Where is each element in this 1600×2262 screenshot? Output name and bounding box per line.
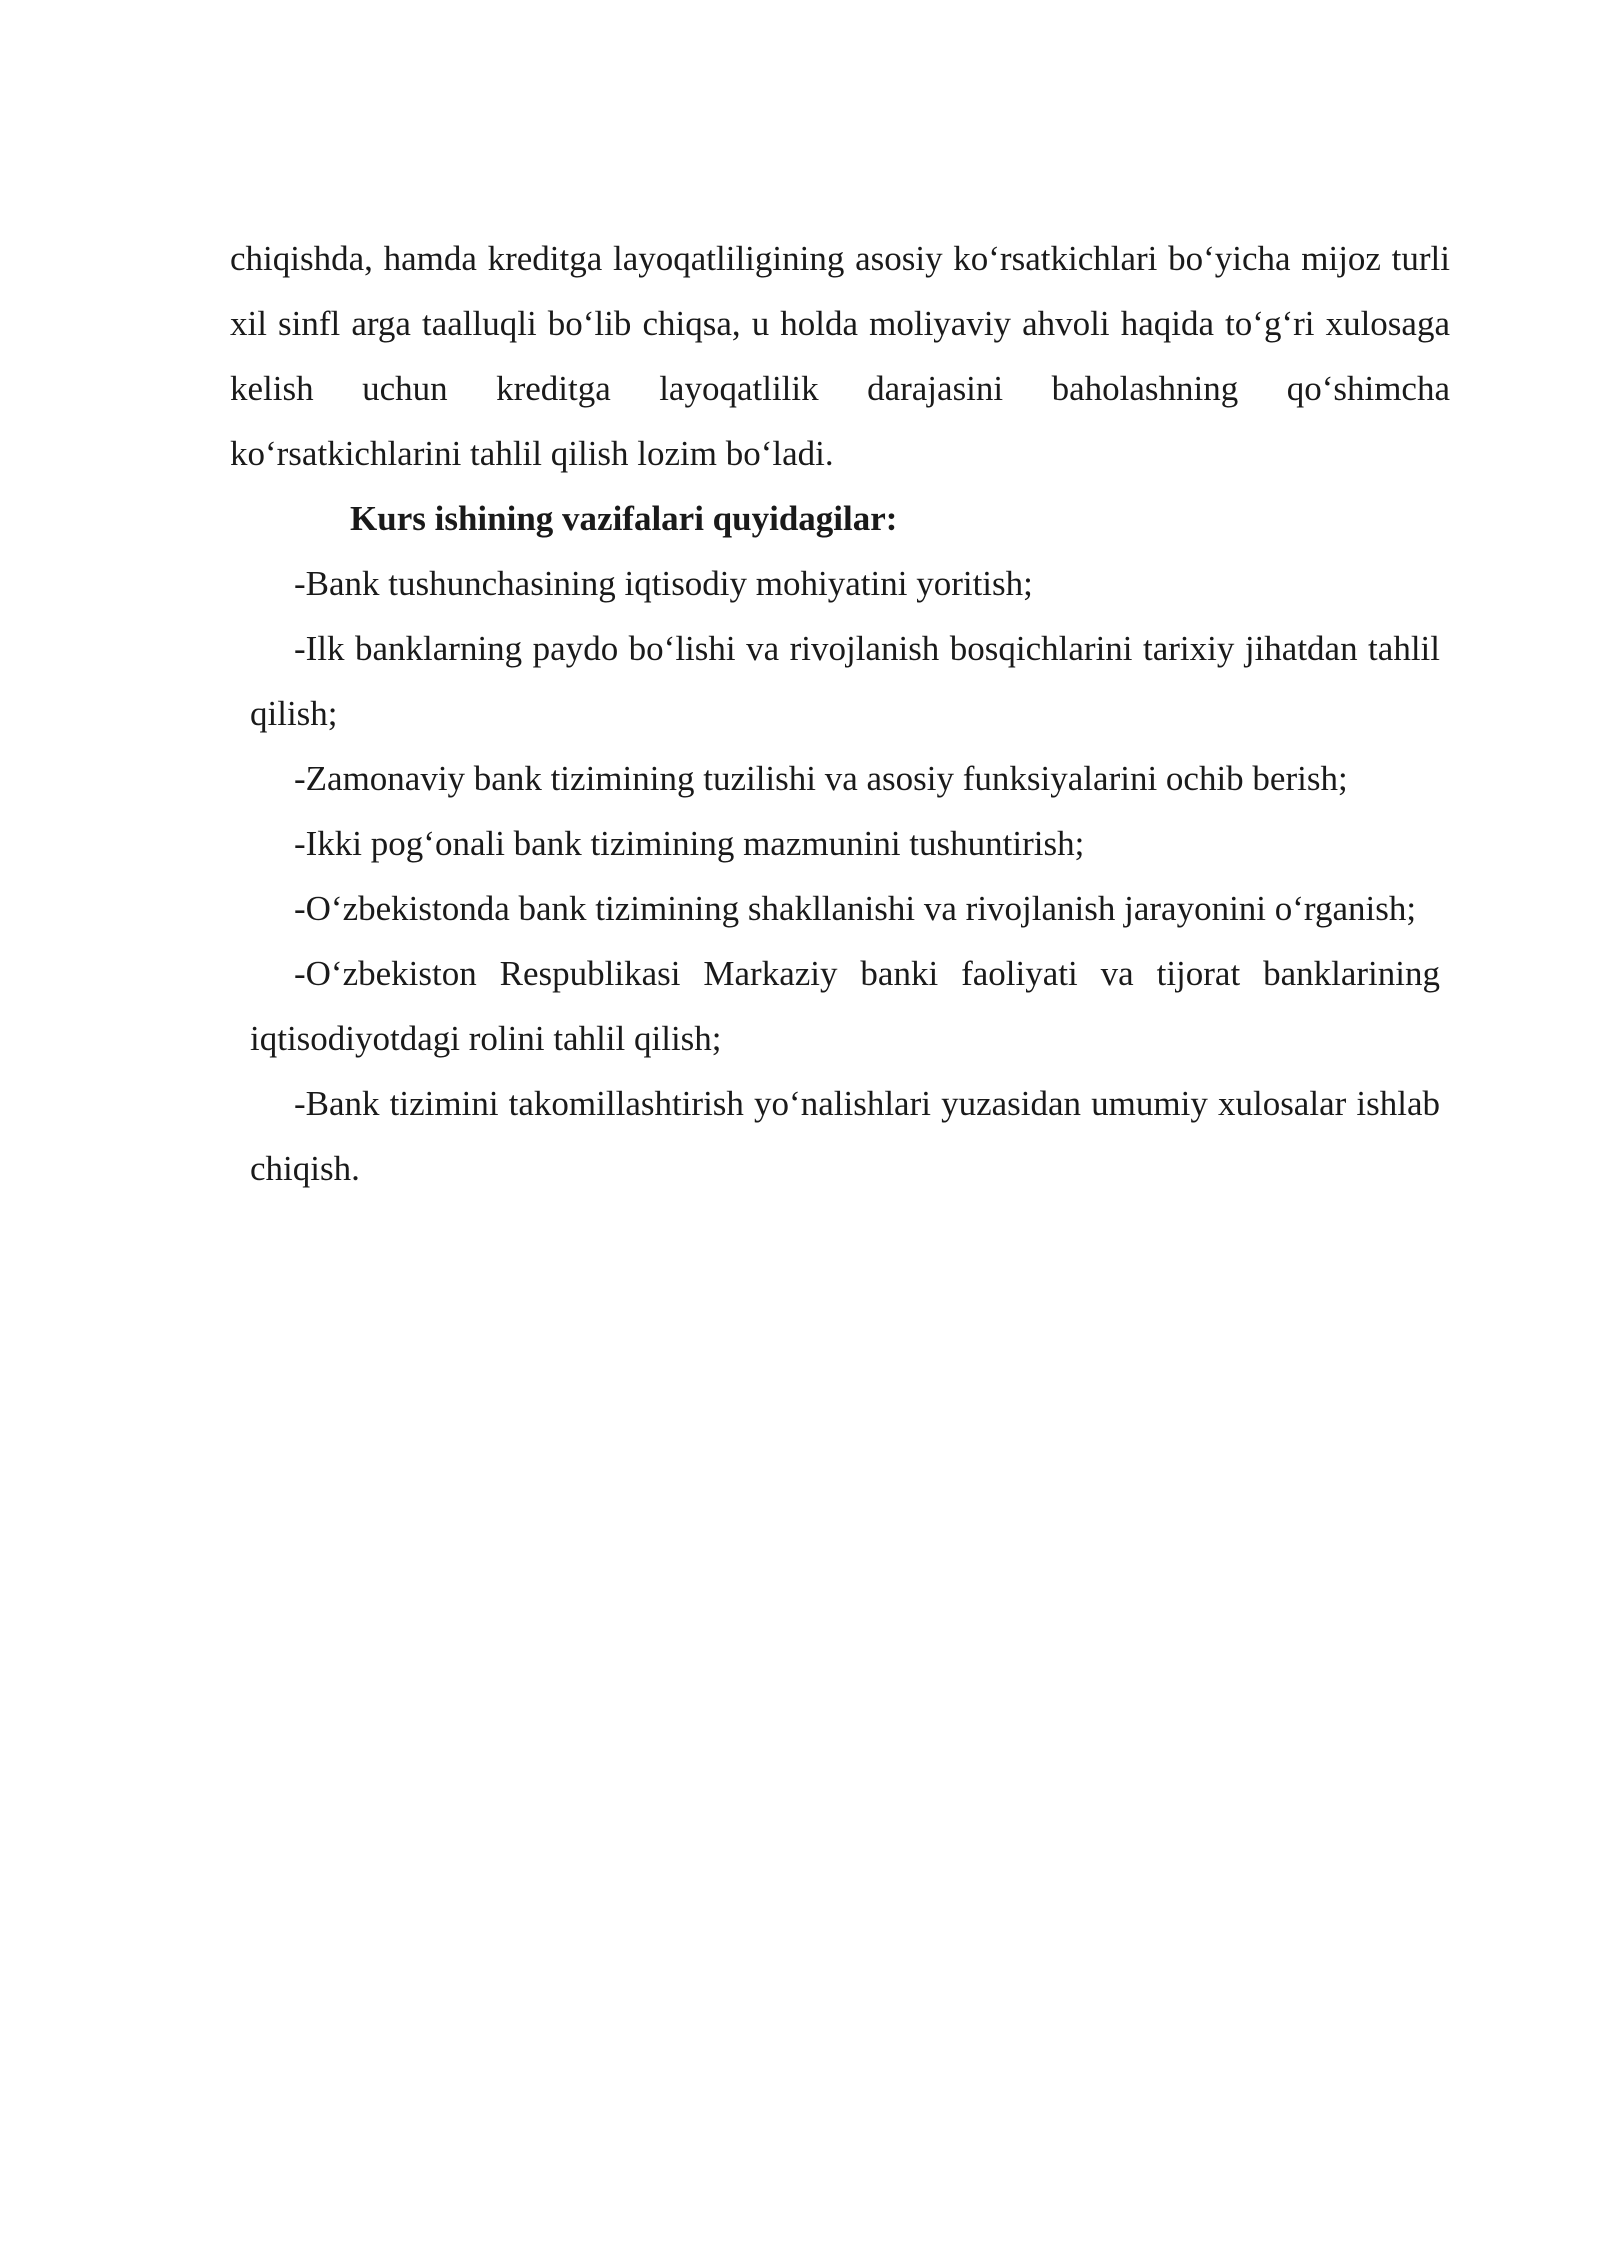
task-item: -O‘zbekiston Respublikasi Markaziy banki faoliyati va tijorat banklarining iqtisodiyotdagi rolini tahlil qilish; [250,954,1440,1058]
task-item: -Ilk banklarning paydo bo‘lishi va rivojlanish bosqichlarini tarixiy jihatdan tahlil qilish; [250,629,1440,733]
task-item: -Zamonaviy bank tizimining tuzilishi va asosiy funksiyalarini ochib berish; [294,759,1348,798]
task-item: -Bank tushunchasining iqtisodiy mohiyatini yoritish; [294,564,1033,603]
task-item: -O‘zbekistonda bank tizimining shakllanishi va rivojlanish jarayonini o‘rganish; [294,889,1417,928]
tasks-list [250,551,1440,1201]
tasks-heading: Kurs ishining vazifalari quyidagilar: [350,499,898,538]
task-item: -Bank tizimini takomillashtirish yo‘nalishlari yuzasidan umumiy xulosalar ishlab chiqish. [250,1084,1440,1188]
intro-paragraph: chiqishda, hamda kreditga layoqatliligining asosiy ko‘rsatkichlari bo‘yicha mijoz turli xil sinfl arga taalluqli bo‘lib chiqsa, u holda moliyaviy ahvoli haqida to‘g‘ri xulosaga kelish uchun kreditga layoqatlilik darajasini baholashning qo‘shimcha ko‘rsatkichlarini tahlil qilish lozim bo‘ladi. [230,239,1450,473]
task-item: -Ikki pog‘onali bank tizimining mazmunini tushuntirish; [294,824,1085,863]
